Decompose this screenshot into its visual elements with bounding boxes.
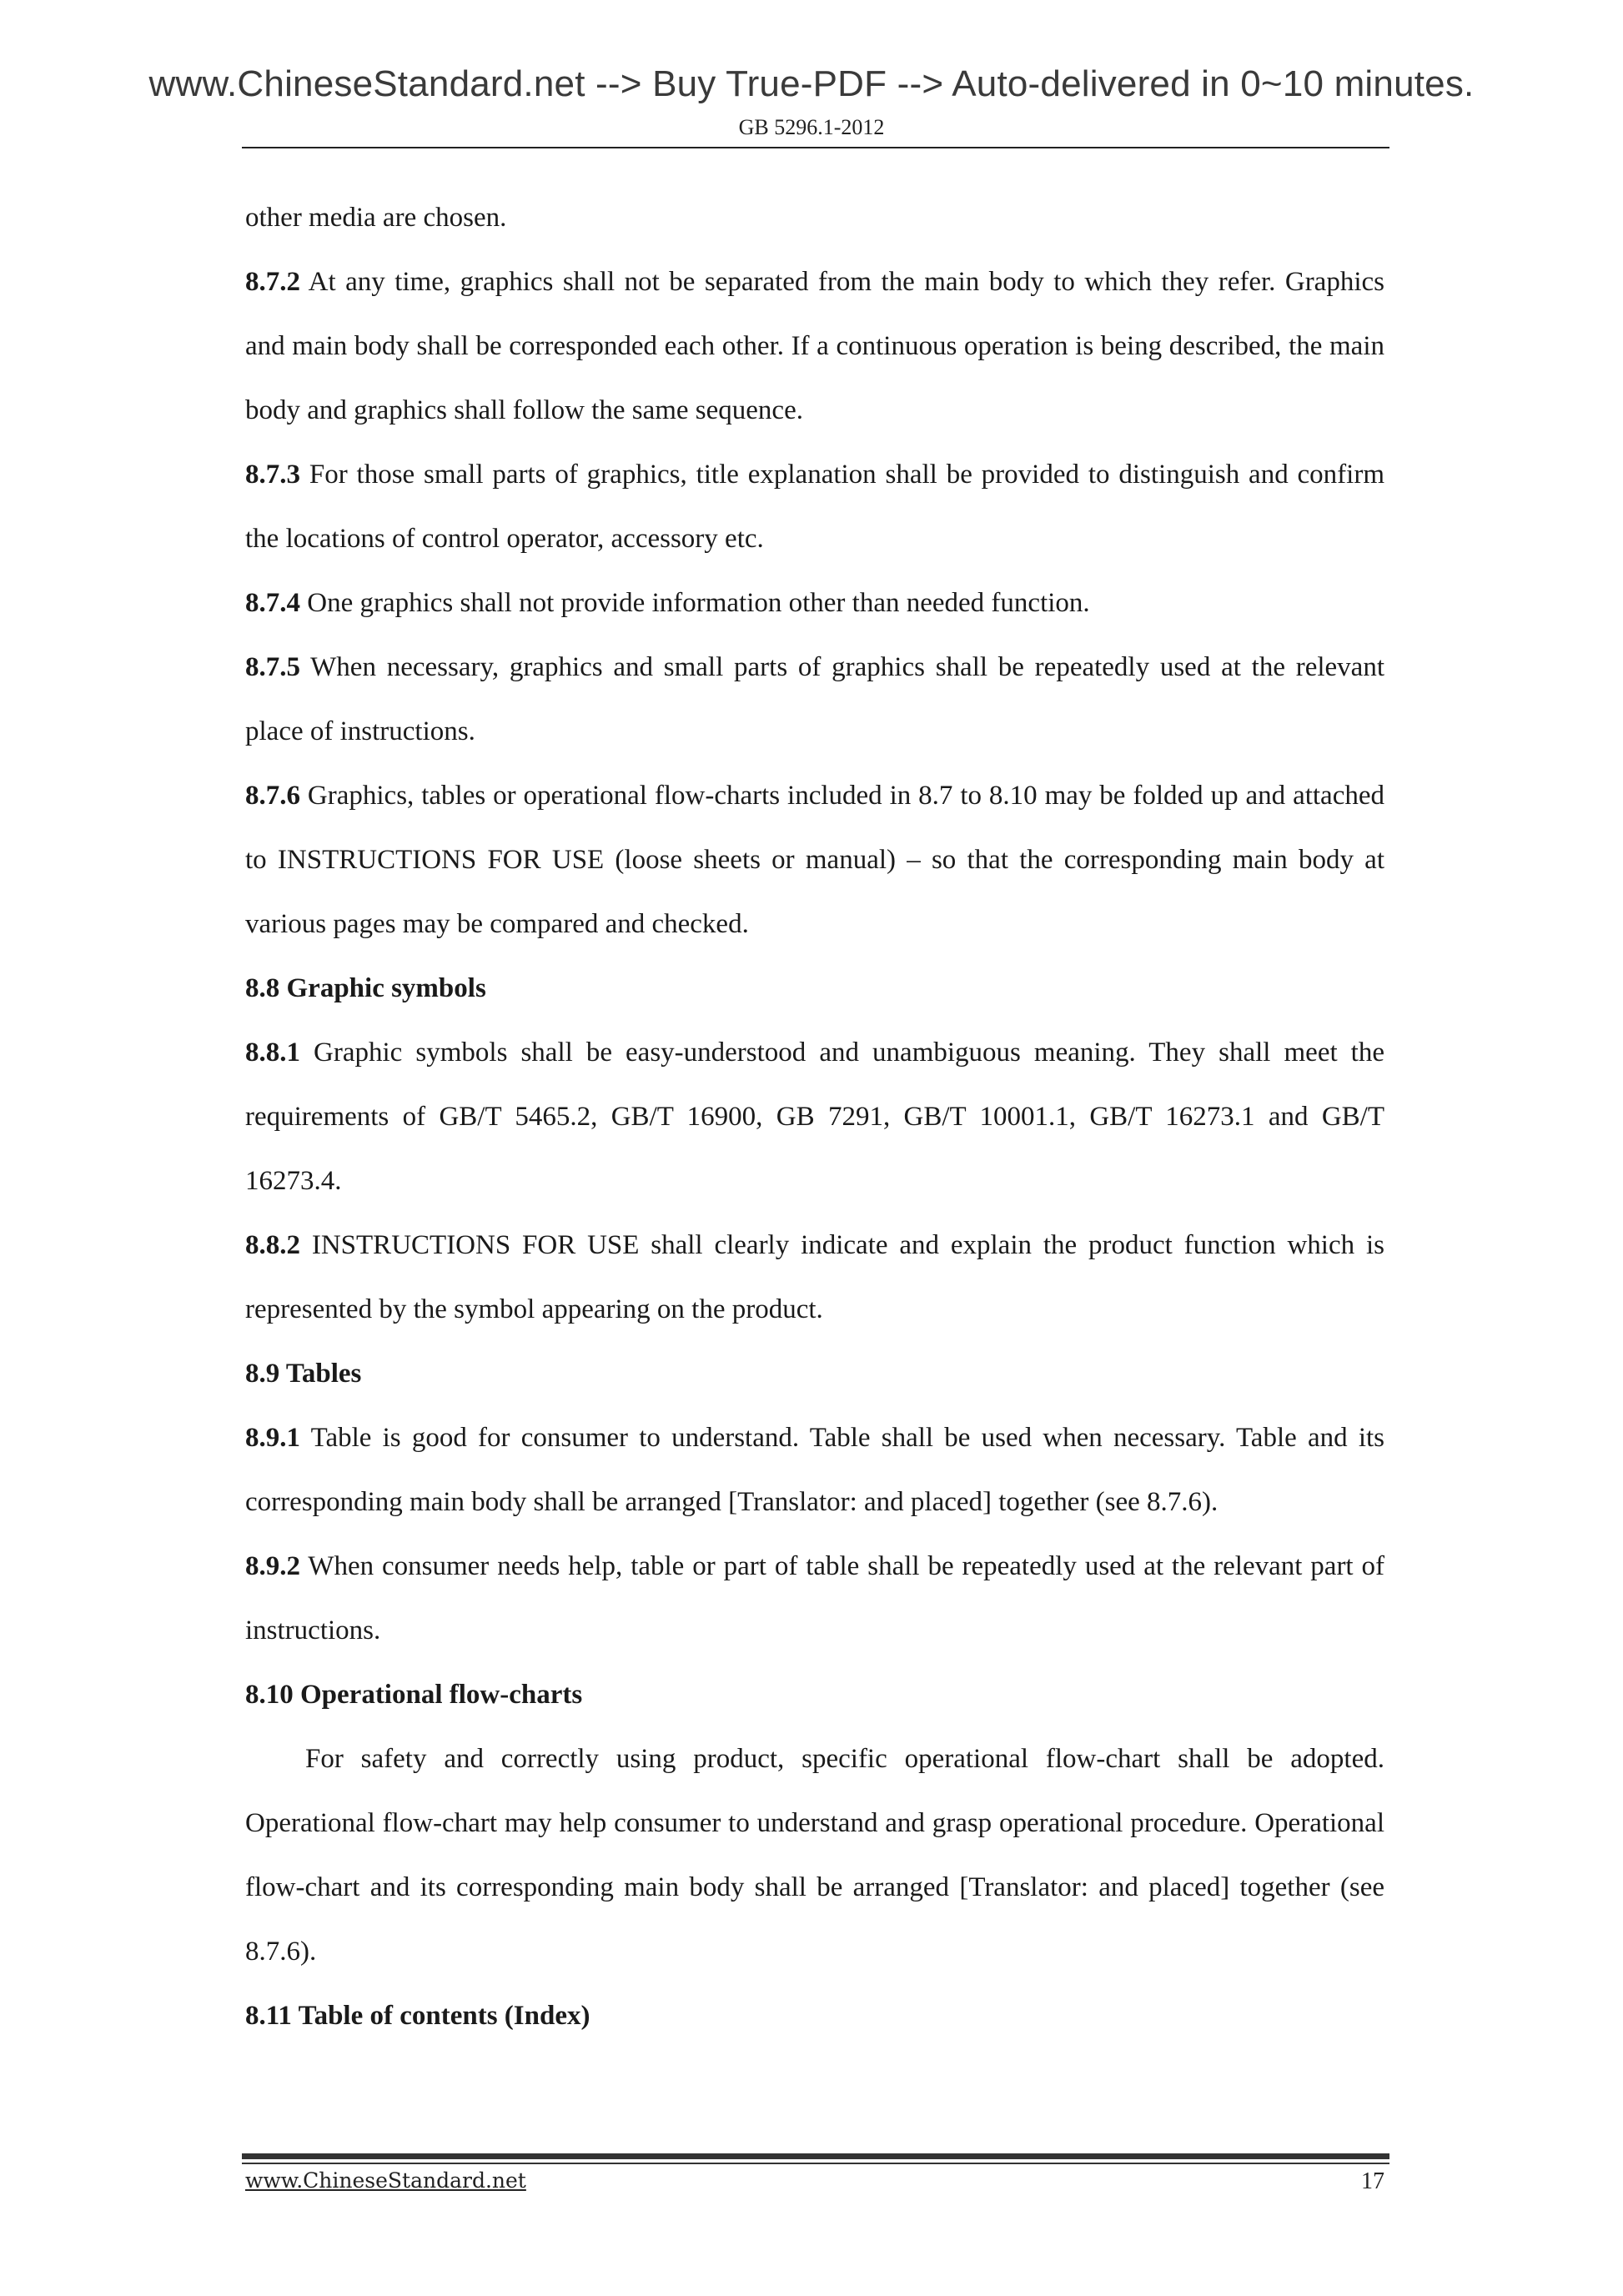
clause-number: 8.7.6 bbox=[245, 781, 300, 811]
heading-text: 8.8 Graphic symbols bbox=[245, 973, 486, 1003]
section-heading-8-8 bbox=[245, 957, 1384, 1021]
document-body bbox=[245, 186, 1384, 2048]
header-divider bbox=[242, 147, 1389, 148]
clause-number: 8.7.5 bbox=[245, 652, 300, 682]
section-heading-8-11 bbox=[245, 1984, 1384, 2048]
clause-8-7-2 bbox=[245, 250, 1384, 443]
footer-divider-thin bbox=[242, 2163, 1389, 2164]
clause-number: 8.8.1 bbox=[245, 1037, 300, 1068]
paragraph-continuation: other media are chosen. bbox=[245, 203, 507, 233]
clause-8-7-3 bbox=[245, 443, 1384, 571]
clause-number: 8.8.2 bbox=[245, 1230, 300, 1260]
clause-text: Graphics, tables or operational flow-charts included in 8.7 to 8.10 may be folded up and attached to INSTRUCTIONS FOR USE (loose sheets or manual) – so that the corresponding main body at various pages may be compared and checked. bbox=[245, 781, 1384, 939]
clause-8-9-1 bbox=[245, 1406, 1384, 1535]
clause-8-8-1 bbox=[245, 1021, 1384, 1213]
clause-number: 8.9.1 bbox=[245, 1423, 300, 1453]
clause-number: 8.9.2 bbox=[245, 1551, 300, 1581]
clause-8-9-2 bbox=[245, 1535, 1384, 1663]
page-number: 17 bbox=[1361, 2168, 1384, 2194]
footer-divider-thick bbox=[242, 2153, 1389, 2159]
promo-banner: www.ChineseStandard.net --> Buy True-PDF --> Auto-delivered in 0~10 minutes. bbox=[148, 63, 1475, 104]
standard-number: GB 5296.1-2012 bbox=[738, 115, 885, 139]
footer-website-link[interactable]: www.ChineseStandard.net bbox=[245, 2168, 526, 2193]
clause-8-7-4 bbox=[245, 571, 1384, 636]
clause-text: When necessary, graphics and small parts of graphics shall be repeatedly used at the relevant place of instructions. bbox=[245, 652, 1384, 746]
paragraph-8-10: For safety and correctly using product, specific operational flow-chart shall be adopted. Operational flow-chart may help consumer to understand and grasp operational procedure. Operational flow-chart and its corresponding main body shall be arranged [Translator: and placed] together (see 8.7.6). bbox=[245, 1744, 1384, 1967]
clause-8-8-2 bbox=[245, 1213, 1384, 1342]
clause-text: One graphics shall not provide information other than needed function. bbox=[300, 588, 1090, 618]
clause-text: Graphic symbols shall be easy-understood and unambiguous meaning. They shall meet the requirements of GB/T 5465.2, GB/T 16900, GB 7291, GB/T 10001.1, GB/T 16273.1 and GB/T 16273.4. bbox=[245, 1037, 1384, 1196]
section-heading-8-9 bbox=[245, 1342, 1384, 1406]
clause-text: For those small parts of graphics, title explanation shall be provided to distinguish and confirm the locations of control operator, accessory etc. bbox=[245, 460, 1384, 554]
clause-number: 8.7.3 bbox=[245, 460, 300, 490]
clause-number: 8.7.2 bbox=[245, 267, 300, 297]
clause-text: When consumer needs help, table or part of table shall be repeatedly used at the relevant part of instructions. bbox=[245, 1551, 1384, 1645]
clause-8-7-6 bbox=[245, 764, 1384, 957]
heading-text: 8.11 Table of contents (Index) bbox=[245, 2001, 590, 2031]
heading-text: 8.9 Tables bbox=[245, 1359, 362, 1389]
clause-number: 8.7.4 bbox=[245, 588, 300, 618]
section-heading-8-10 bbox=[245, 1663, 1384, 1727]
heading-text: 8.10 Operational flow-charts bbox=[245, 1680, 583, 1710]
clause-text: INSTRUCTIONS FOR USE shall clearly indicate and explain the product function which is represented by the symbol appearing on the product. bbox=[245, 1230, 1384, 1324]
clause-text: At any time, graphics shall not be separated from the main body to which they refer. Graphics and main body shall be corresponded each other. If a continuous operation is being described, the main body and graphics shall follow the same sequence. bbox=[245, 267, 1384, 425]
clause-8-7-5 bbox=[245, 636, 1384, 764]
clause-text: Table is good for consumer to understand. Table shall be used when necessary. Table and its corresponding main body shall be arranged [Translator: and placed] together (see 8.7.6). bbox=[245, 1423, 1384, 1517]
